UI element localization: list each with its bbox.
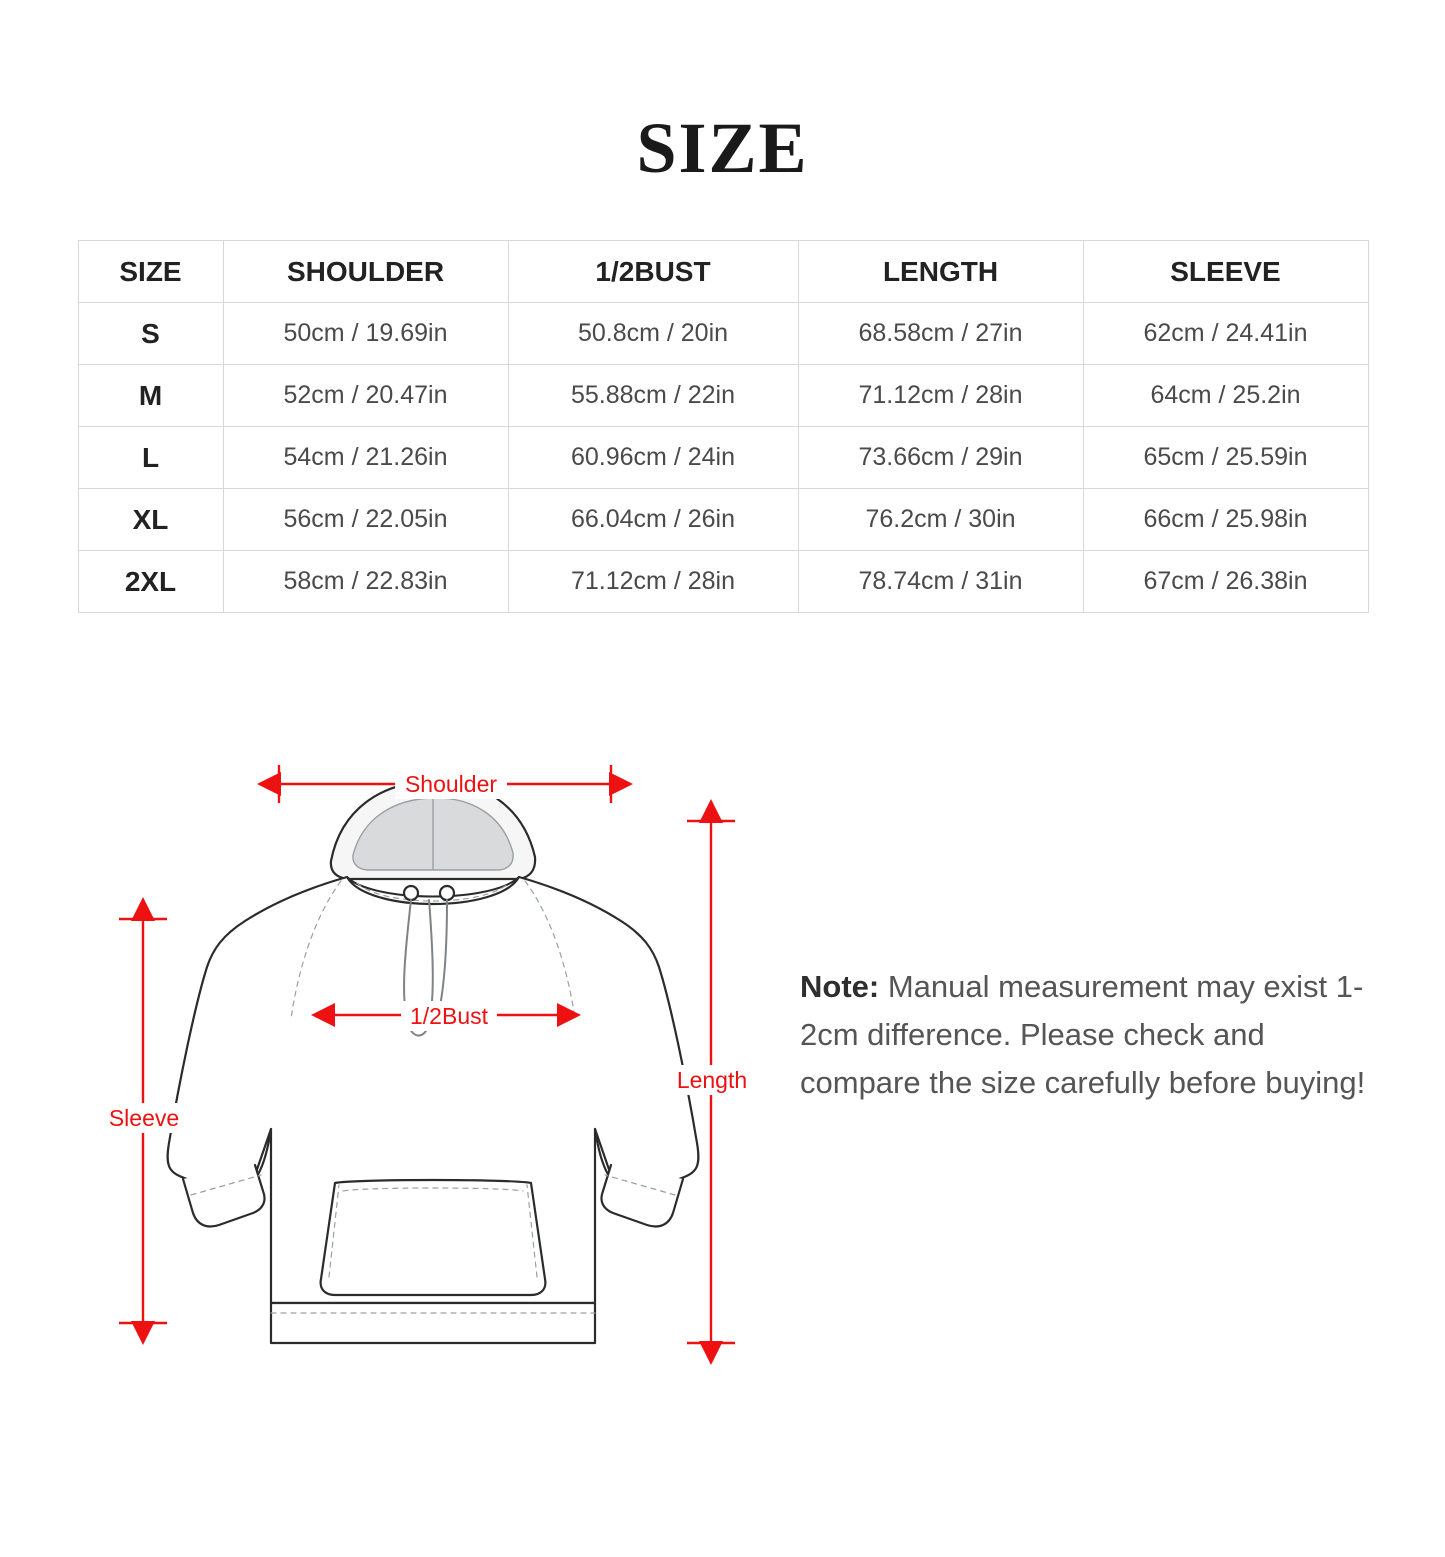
cell-size: XL bbox=[78, 489, 223, 551]
table-row bbox=[78, 551, 1368, 613]
column-header-shoulder: SHOULDER bbox=[223, 241, 508, 303]
cell-shoulder: 52cm / 20.47in bbox=[223, 365, 508, 427]
note-label: Note: bbox=[800, 969, 880, 1004]
cell-length: 78.74cm / 31in bbox=[798, 551, 1083, 613]
column-header-length: LENGTH bbox=[798, 241, 1083, 303]
cell-sleeve: 66cm / 25.98in bbox=[1083, 489, 1368, 551]
table-row bbox=[78, 365, 1368, 427]
cell-sleeve: 67cm / 26.38in bbox=[1083, 551, 1368, 613]
cell-length: 68.58cm / 27in bbox=[798, 303, 1083, 365]
cell-size: 2XL bbox=[78, 551, 223, 613]
cell-length: 71.12cm / 28in bbox=[798, 365, 1083, 427]
cell-length: 76.2cm / 30in bbox=[798, 489, 1083, 551]
cell-shoulder: 58cm / 22.83in bbox=[223, 551, 508, 613]
label-length: Length bbox=[676, 1067, 748, 1093]
measurement-diagram bbox=[95, 743, 795, 1403]
hoodie-illustration bbox=[168, 781, 699, 1343]
cell-size: L bbox=[78, 427, 223, 489]
page-title: SIZE bbox=[636, 108, 809, 188]
cell-shoulder: 54cm / 21.26in bbox=[223, 427, 508, 489]
table-header-row bbox=[78, 241, 1368, 303]
column-header-size: SIZE bbox=[78, 241, 223, 303]
cell-bust: 50.8cm / 20in bbox=[508, 303, 798, 365]
table-row bbox=[78, 303, 1368, 365]
label-shoulder: Shoulder bbox=[404, 771, 498, 797]
cell-bust: 66.04cm / 26in bbox=[508, 489, 798, 551]
cell-size: M bbox=[78, 365, 223, 427]
cell-bust: 71.12cm / 28in bbox=[508, 551, 798, 613]
cell-shoulder: 56cm / 22.05in bbox=[223, 489, 508, 551]
cell-length: 73.66cm / 29in bbox=[798, 427, 1083, 489]
table-row bbox=[78, 427, 1368, 489]
label-bust: 1/2Bust bbox=[410, 1003, 488, 1029]
cell-bust: 60.96cm / 24in bbox=[508, 427, 798, 489]
size-chart-container bbox=[78, 240, 1368, 613]
column-header-bust: 1/2BUST bbox=[508, 241, 798, 303]
cell-size: S bbox=[78, 303, 223, 365]
cell-sleeve: 64cm / 25.2in bbox=[1083, 365, 1368, 427]
cell-sleeve: 65cm / 25.59in bbox=[1083, 427, 1368, 489]
column-header-sleeve: SLEEVE bbox=[1083, 241, 1368, 303]
size-table bbox=[78, 240, 1369, 613]
cell-shoulder: 50cm / 19.69in bbox=[223, 303, 508, 365]
table-row bbox=[78, 489, 1368, 551]
label-sleeve: Sleeve bbox=[108, 1105, 180, 1131]
cell-sleeve: 62cm / 24.41in bbox=[1083, 303, 1368, 365]
cell-bust: 55.88cm / 22in bbox=[508, 365, 798, 427]
note-block bbox=[800, 963, 1370, 1107]
note-text: Manual measurement may exist 1-2cm difference. Please check and compare the size carefully before buying! bbox=[800, 969, 1366, 1101]
